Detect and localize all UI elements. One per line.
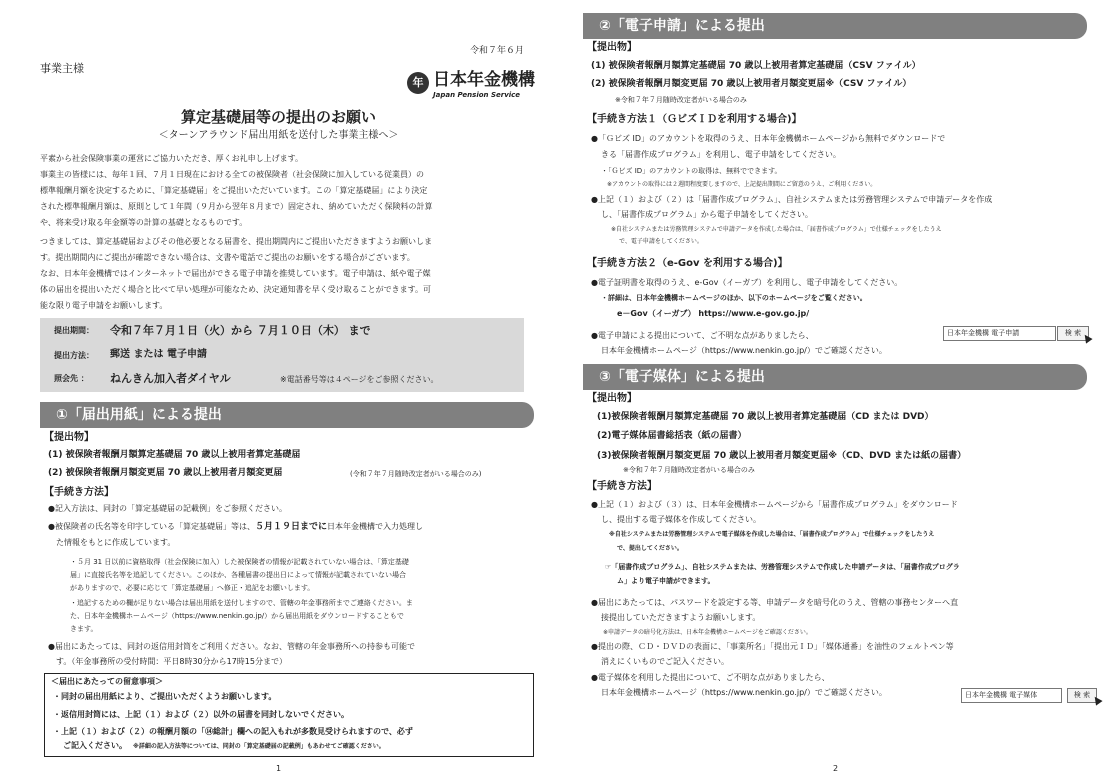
procedure-2-cont: た情報をもとに作成しています。	[56, 538, 176, 547]
media-items-heading: 【提出物】	[587, 393, 637, 404]
note-3-detail: ※詳細の記入方法等については、同封の「算定基礎届の記載例」もあわせてご確認ください。	[133, 743, 385, 750]
items-heading: 【提出物】	[44, 432, 94, 443]
media-procedure-1-note: ※自社システムまたは労務管理システムで電子媒体を作成した場合は、「届書作成プログラム」で仕様チェックをしたうえ	[609, 531, 935, 538]
media-procedure-3: ●提出の際、ＣＤ・ＤＶＤの表面に、「事業所名」「提出元ＩＤ」「媒体通番」を油性のフェルトペン等	[591, 642, 954, 651]
media-procedure-tip-cont: ム」より電子申請ができます。	[617, 577, 715, 585]
logo-name: 日本年金機構	[433, 70, 535, 90]
search-box-e-media[interactable]: 日本年金機構 電子媒体	[961, 688, 1062, 703]
subnote-line: きます。	[70, 625, 98, 633]
media-procedure-tip: ☞「届書作成プログラム」、自社システムまたは、労務管理システムで作成した申請データは、「届書作成プログラ	[605, 563, 960, 571]
media-procedure-2: ●届出にあたっては、パスワードを設定する等、申請データを暗号化のうえ、管轄の事務センターへ直	[591, 598, 959, 607]
note-3: ・上記（１）および（２）の報酬月額の「⑭総計」欄への記入もれが多数見受けられますので、必ず	[53, 727, 413, 736]
intro-line: 体の届出を提出いただく場合と比べて早い処理が可能なため、決定通知書を早く受け取ることができます。可	[40, 285, 432, 294]
procedure-1b-note: ※自社システムまたは労務管理システムで申請データを作成した場合は、「届書作成プログラム」で仕様チェックをしたうえ	[611, 226, 942, 233]
procedure-2-heading: 【手続き方法２（e-Gov を利用する場合)】	[587, 258, 788, 269]
procedure-3: ●届出にあたっては、同封の返信用封筒をご利用ください。なお、管轄の年金事務所への持参も可能で	[48, 642, 415, 651]
contact-note: ※電話番号等は４ページをご参照ください。	[280, 375, 439, 384]
contact-label: 照会先 ：	[54, 374, 89, 383]
document-subtitle: ＜ターンアラウンド届出用紙を送付した事業主様へ＞	[158, 130, 399, 141]
section-2-heading: ②「電子申請」による提出	[583, 13, 1087, 39]
item-2: (2) 被保険者報酬月額変更届 70 歳以上被用者月額変更届※（CSV ファイル）	[591, 79, 912, 89]
procedure-1: ●記入方法は、同封の「算定基礎届の記載例」をご参照ください。	[48, 504, 287, 513]
period-value: 令和７年７月１日（火）から ７月１０日（木） まで	[110, 324, 371, 337]
note-1: ・同封の届出用紙により、ご提出いただくようお願いします。	[53, 692, 277, 701]
media-procedure-3-cont: 消えにくいものでご記入ください。	[601, 657, 729, 666]
page-number: 2	[832, 764, 839, 773]
egov-url-link[interactable]: e－Gov（イーガブ） https://www.e-gov.go.jp/	[617, 309, 810, 318]
item-2: (2) 被保険者報酬月額変更届 70 歳以上被用者月額変更届	[48, 468, 283, 478]
media-procedure-heading: 【手続き方法】	[587, 481, 657, 492]
procedure-1-heading: 【手続き方法１（ＧビズＩＤを利用する場合)】	[587, 114, 802, 125]
procedure-1: ●「Ｇビズ ID」のアカウントを取得のうえ、日本年金機構ホームページから無料でダウンロードで	[591, 134, 946, 143]
logo-english: Japan Pension Service	[433, 91, 521, 99]
procedure-heading: 【手続き方法】	[44, 487, 114, 498]
procedure-1-cont: きる「届書作成プログラム」を利用し、電子申請をしてください。	[601, 150, 841, 159]
items-heading: 【提出物】	[587, 42, 637, 53]
procedure-1-sub-note: ※アカウントの取得には２週間程度要しますので、上記提出期間にご留意のうえ、ご利用ください。	[607, 181, 877, 188]
subnote-line: がありますので、必要に応じて「算定基礎届」へ修正・追記をお願いします。	[70, 584, 315, 592]
intro-line: 能な限り電子申請をお願いします。	[40, 301, 168, 310]
intro-line: なお、日本年金機構ではインターネットで届出ができる電子申請を推奨しています。電子申請は、紙や電子媒	[40, 269, 431, 278]
page-number: 1	[275, 764, 282, 773]
subnote-line: 届」に直接氏名等を追記してください。このほか、各種届書の提出日によって情報が記載されていない場合	[70, 571, 406, 579]
procedure-2-text-end: 日本年金機構で入力処理し	[327, 522, 423, 531]
page-2	[557, 0, 1114, 784]
addressee: 事業主様	[40, 62, 84, 75]
procedure-1b: ●上記（１）および（２）は「届書作成プログラム」、自社システムまたは労務管理システムで申請データを作成	[591, 195, 993, 204]
subnote-line: ・追記するための欄が足りない場合は届出用紙を送付しますので、管轄の年金事務所までご連絡ください。ま	[70, 599, 413, 607]
intro-line: 平素から社会保険事業の運営にご協力いただき、厚くお礼申し上げます。	[40, 154, 304, 163]
procedure-1-sub: ・「Ｇビズ ID」のアカウントの取得は、無料でできます。	[601, 167, 782, 175]
deadline-emphasis: ５月１９日までに	[254, 522, 327, 532]
intro-line: 標準報酬月額を決定するために、「算定基礎届」をご提出いただいています。この「算定基礎届」により決定	[40, 186, 428, 195]
search-button[interactable]: 検 索	[1057, 326, 1089, 341]
subnote-line: ・５月 31 日以前に資格取得（社会保険に加入）した被保険者の情報が記載されていない場合は、「算定基礎	[70, 558, 409, 566]
document-title: 算定基礎届等の提出のお願い	[180, 108, 376, 126]
intro-line: や、将来受け取る年金額等の計算の基礎となるものです。	[40, 218, 248, 227]
period-label: 提出期間：	[54, 326, 94, 335]
item-1: (1) 被保険者報酬月額算定基礎届 70 歳以上被用者算定基礎届	[48, 450, 301, 460]
subnote-line: た、日本年金機構ホームページ（https://www.nenkin.go.jp/）から届出用紙をダウンロードすることもで	[70, 612, 404, 620]
note-3-text: ご記入ください。	[63, 741, 127, 750]
intro-line: つきましては、算定基礎届およびその他必要となる届書を、提出期間内にご提出いただきますようお願いしま	[40, 237, 432, 246]
submission-info-box	[40, 318, 524, 392]
procedure-2-text: ●被保険者の氏名等を印字している「算定基礎届」等は、	[48, 522, 255, 531]
notes-box	[44, 673, 534, 757]
media-procedure-2-note: ※申請データの暗号化方法は、日本年金機構ホームページをご確認ください。	[603, 629, 812, 636]
media-procedure-1-cont: し、提出する電子媒体を作成してください。	[601, 515, 761, 524]
inquiry: ●電子申請による提出について、ご不明な点がありましたら、	[591, 331, 814, 340]
search-button-2[interactable]: 検 索	[1067, 688, 1097, 703]
media-inquiry: ●電子媒体を利用した提出について、ご不明な点がありましたら、	[591, 673, 830, 682]
media-procedure-1-note-cont: で、提出してください。	[617, 545, 683, 552]
media-item-3-note: ※令和７年７月随時改定者がいる場合のみ	[623, 466, 755, 474]
note-3-cont	[63, 741, 385, 751]
item-2-note: (令和７年７月随時改定者がいる場合のみ)	[350, 470, 482, 478]
note-2: ・返信用封筒には、上記（１）および（２）以外の届書を同封しないでください。	[53, 710, 349, 719]
media-procedure-1: ●上記（１）および（３）は、日本年金機構ホームページから「届書作成プログラム」をダウンロード	[591, 500, 958, 509]
item-1: (1) 被保険者報酬月額算定基礎届 70 歳以上被用者算定基礎届（CSV ファイル）	[591, 61, 921, 71]
procedure-1b-cont: し、「届書作成プログラム」から電子申請をしてください。	[601, 210, 813, 219]
item-2-note: ※令和７年７月随時改定者がいる場合のみ	[615, 96, 747, 104]
procedure-3-cont: す。（年金事務所の受付時間：平日8時30分から17時15分まで）	[56, 657, 287, 666]
inquiry-cont: 日本年金機構ホームページ（https://www.nenkin.go.jp/）でご確認ください。	[601, 346, 887, 355]
jps-logo	[405, 70, 545, 106]
procedure-1b-note-cont: で、電子申請をしてください。	[619, 238, 703, 245]
contact-value: ねんきん加入者ダイヤル	[110, 372, 231, 385]
logo-mark-icon: 年	[407, 72, 429, 94]
intro-line: された標準報酬月額は、原則として１年間（９月から翌年８月まで）固定され、納めていただく保険料の計算	[40, 202, 433, 211]
intro-line: 事業主の皆様には、毎年１回、７月１日現在における全ての被保険者（社会保険に加入している従業員）の	[40, 170, 424, 179]
search-box-e-application[interactable]: 日本年金機構 電子申請	[943, 326, 1056, 341]
intro-line: す。提出期間内にご提出が確認できない場合は、文書や電話でご提出のお願いをする場合がございます。	[40, 253, 415, 262]
issue-date: 令和７年６月	[470, 46, 525, 56]
section-3-heading: ③「電子媒体」による提出	[583, 364, 1087, 390]
media-item-1: (1)被保険者報酬月額算定基礎届 70 歳以上被用者算定基礎届（CD または DVD）	[597, 412, 934, 422]
procedure-2	[48, 522, 423, 533]
media-item-2: (2)電子媒体届書総括表（紙の届書）	[597, 431, 747, 441]
method-label: 提出方法：	[54, 351, 94, 360]
media-procedure-2-cont: 接提出していただきますようお願いします。	[601, 613, 761, 622]
procedure-2-sub: ・詳細は、日本年金機構ホームページのほか、以下のホームページをご覧ください。	[601, 294, 867, 302]
media-inquiry-cont: 日本年金機構ホームページ（https://www.nenkin.go.jp/）でご確認ください。	[601, 688, 887, 697]
procedure-2: ●電子証明書を取得のうえ、e-Gov（イーガブ）を利用し、電子申請をしてください。	[591, 278, 903, 287]
method-value: 郵送 または 電子申請	[110, 349, 207, 360]
notes-heading: ＜届出にあたっての留意事項＞	[51, 677, 163, 686]
media-item-3: (3)被保険者報酬月額変更届 70 歳以上被用者月額変更届※（CD、DVD または紙の届書）	[597, 451, 967, 461]
section-1-heading: ①「届出用紙」による提出	[40, 402, 534, 428]
